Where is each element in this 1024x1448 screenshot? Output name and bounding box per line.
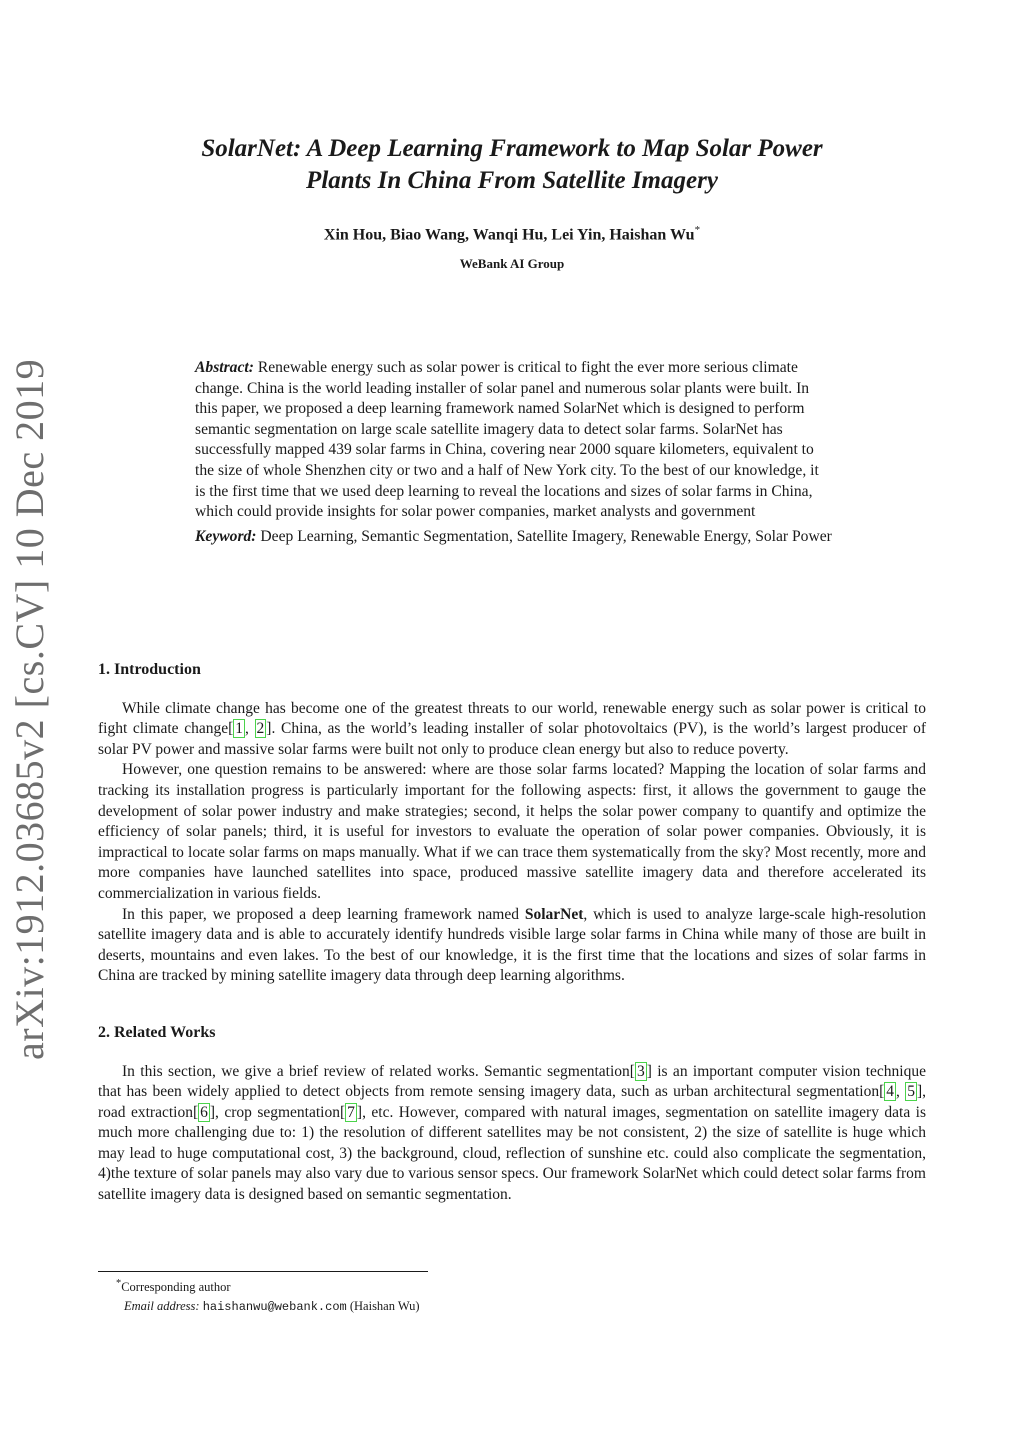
section-heading-introduction: 1. Introduction	[98, 661, 201, 678]
abstract-text: Renewable energy such as solar power is critical to fight the ever more serious climate change. China is the world leading installer of solar panel and numerous solar plants were built. In this paper, we proposed a deep learning framework named SolarNet which is designed to perform semantic segmentation on large scale satellite imagery data to detect solar farms. SolarNet has successfully mapped 439 solar farms in China, covering near 2000 square kilometers, equivalent to the size of whole Shenzhen city or two and a half of New York city. To the best of our knowledge, it is the first time that we used deep learning to reveal the locations and sizes of solar farms in China, which could provide insights for solar power companies, market analysts and government	[195, 359, 819, 521]
paper-body	[98, 660, 926, 1206]
abstract-label: Abstract:	[195, 359, 254, 376]
authors-text: Xin Hou, Biao Wang, Wanqi Hu, Lei Yin, Haishan Wu	[323, 226, 695, 244]
footnote-divider	[98, 1271, 428, 1272]
citation-link-5[interactable]: 5	[907, 1083, 915, 1101]
footnote-email	[98, 1297, 798, 1317]
intro-p1-text-a: While climate change has become one of the greatest threats to our world, renewable energy such as solar power is critical to fight climate change	[98, 699, 926, 738]
intro-paragraph-1: While climate change has become one of the greatest threats to our world, renewable energy such as solar power is critical to fight climate change[ 1 , 2 ]. China, as the world’s leading installer of solar photovoltaics (PV), is the world’s largest producer of solar PV power and massive solar farms were built not only to produce clean energy but also to reduce poverty.	[98, 699, 926, 758]
title-line-1: SolarNet: A Deep Learning Framework to Map Solar Power	[201, 135, 823, 162]
citation-link-6[interactable]: 6	[200, 1103, 208, 1121]
affiliation: WeBank AI Group	[459, 256, 565, 271]
related-text-3: , road extraction	[98, 1083, 926, 1121]
citation-link-3[interactable]: 3	[636, 1062, 645, 1080]
abstract-paragraph	[195, 358, 833, 523]
footnote-mark: *	[116, 1278, 122, 1289]
keyword-label: Keyword:	[195, 527, 257, 545]
intro-p3-text-a: In this paper, we proposed a deep learning framework named	[122, 905, 525, 923]
paper-title	[100, 133, 924, 197]
citation-link-4[interactable]: 4	[886, 1083, 895, 1101]
related-text-4: , crop segmentation	[215, 1103, 340, 1121]
intro-paragraph-2: However, one question remains to be answered: where are those solar farms located? Mapping the location of solar farms and tracking its installation progress is particularly important for the following aspects: first, it allows the government to gauge the development of solar power industry and make strategies; second, it helps the solar power company to quantify and optimize the efficiency of solar panels; third, it is useful for investors to evaluate the operation of solar power companies. Obviously, it is impractical to locate solar farms on maps manually. What if we can trace them systematically from the sky? Most recently, more and more companies have launched satellites into space, produced massive satellite imagery data and therefore accelerated its commercialization in various fields.	[98, 761, 926, 902]
corresponding-author-mark: *	[694, 224, 701, 236]
keywords-paragraph	[195, 527, 833, 548]
intro-p1-text-b: . China, as the world’s leading installer of solar photovoltaics (PV), is the world’s largest producer of solar PV power and massive solar farms were built not only to produce clean energy but also to reduce poverty.	[98, 720, 926, 758]
footnote-corresponding	[98, 1274, 798, 1297]
section-heading-related-works: 2. Related Works	[98, 1023, 216, 1041]
email-link[interactable]: haishanwu@webank.com	[202, 1300, 347, 1315]
solarnet-name: SolarNet	[524, 905, 584, 923]
intro-p3-text-b: , which is used to analyze large-scale high-resolution satellite imagery data and is able to accurately identify hundreds visible large solar farms in China while many of those are built in deserts, mountains and even lakes. To the best of our knowledge, it is the first time that the locations and sizes of solar farms in China are tracked by mining satellite imagery data through deep learning algorithms.	[98, 905, 926, 985]
arxiv-identifier: arXiv:1912.03685v2 [cs.CV] 10 Dec 2019	[7, 358, 52, 1060]
related-text-1: In this section, we give a brief review of related works. Semantic segmentation	[122, 1062, 630, 1080]
title-line-2: Plants In China From Satellite Imagery	[306, 167, 718, 194]
citation-link-7[interactable]: 7	[347, 1103, 355, 1121]
author-list	[100, 224, 924, 244]
citation-link-1[interactable]: 1	[235, 720, 244, 738]
related-paragraph-1: In this section, we give a brief review of related works. Semantic segmentation[ 3 ] is an important computer vision technique that has been widely applied to detect objects from remote sensing imagery data, such as urban architectural segmentation[ 4 , 5 ], road extraction[ 6 ], crop segmentation[ 7 ], etc. However, compared with natural images, segmentation on satellite imagery data is much more challenging due to: 1) the resolution of different satellites may be not consistent, 2) the size of satellite is huge which may lead to huge computational cost, 3) the background, cloud, reflection of sunshine etc. could also complicate the segmentation, 4)the texture of solar panels may also vary due to various sensor specs. Our framework SolarNet which could detect solar farms from satellite imagery data is designed based on semantic segmentation.	[98, 1062, 926, 1204]
corresponding-author-text: Corresponding author	[121, 1280, 231, 1295]
intro-paragraph-3	[98, 905, 926, 987]
email-label: Email address:	[124, 1299, 200, 1314]
footnote	[98, 1274, 798, 1317]
related-text-5: , etc. However, compared with natural images, segmentation on satellite imagery data is much more challenging due to: 1) the resolution of different satellites may be not consistent, 2) the size of satellite is huge which may lead to huge computational cost, 3) the background, cloud, reflection of sunshine etc. could also complicate the segmentation, 4)the texture of solar panels may also vary due to various sensor specs. Our framework SolarNet which could detect solar farms from satellite imagery data is designed based on semantic segmentation.	[98, 1103, 926, 1204]
abstract-block	[195, 358, 833, 547]
related-text-2: is an important computer vision technique that has been widely applied to detect objects from remote sensing imagery data, such as urban architectural segmentation	[98, 1062, 926, 1101]
keywords-text: Deep Learning, Semantic Segmentation, Satellite Imagery, Renewable Energy, Solar Power	[260, 527, 832, 545]
email-owner: (Haishan Wu)	[349, 1299, 420, 1314]
citation-link-2[interactable]: 2	[256, 720, 265, 738]
